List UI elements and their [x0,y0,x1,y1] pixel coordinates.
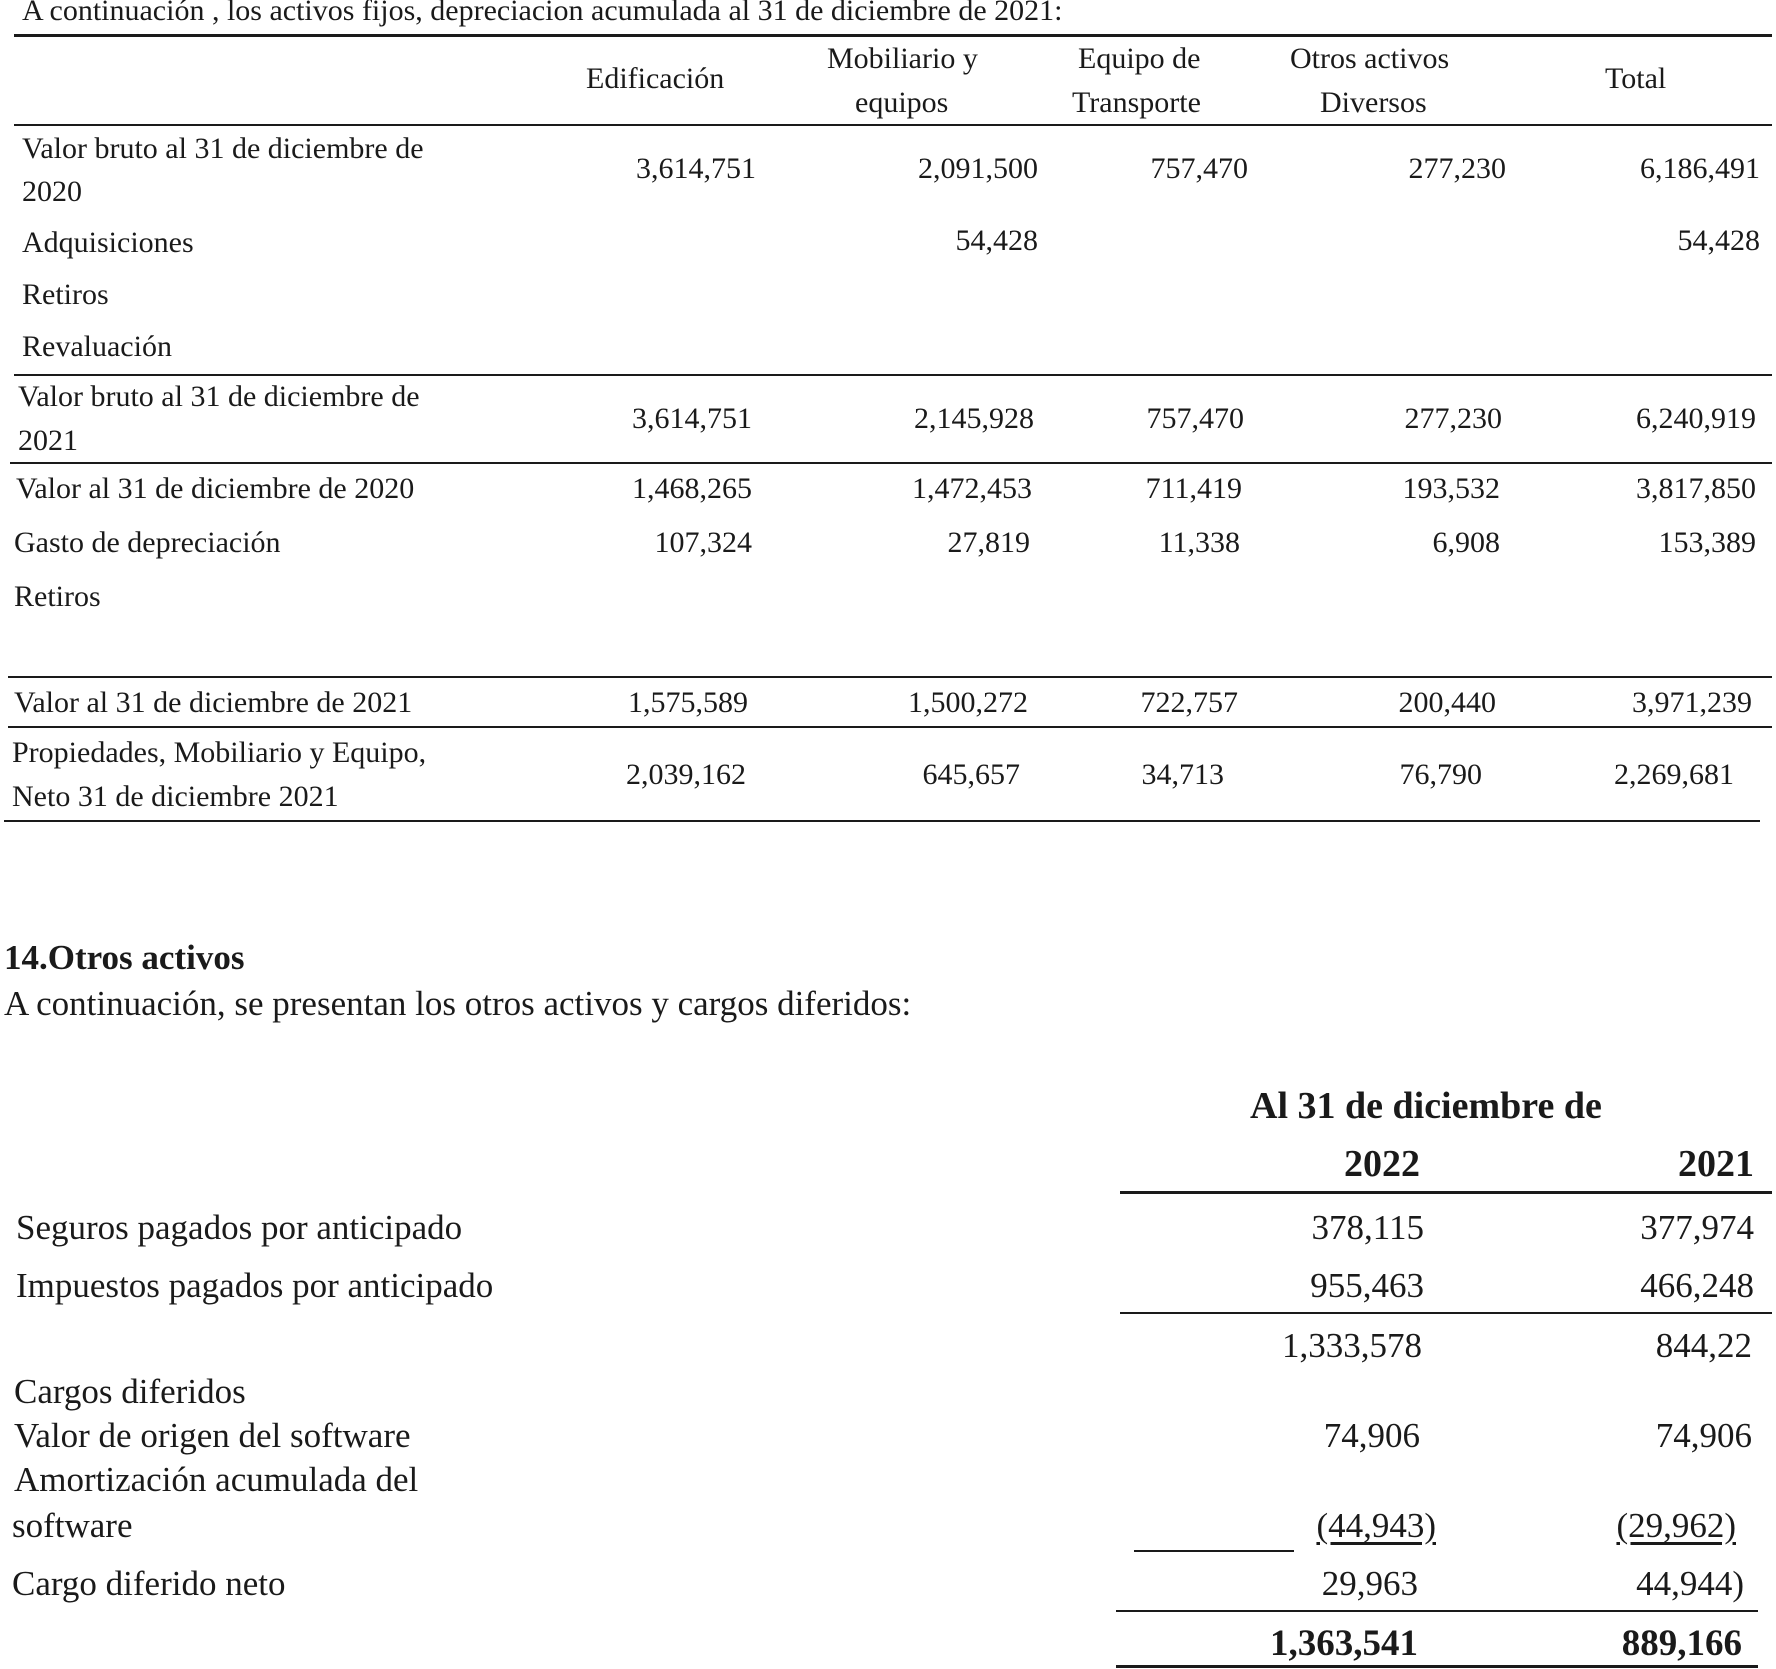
table-bottom-rule [4,820,1760,822]
cell-value: 6,240,919 [1636,402,1756,435]
row-label: Cargos diferidos [14,1372,246,1411]
row-label: Amortización acumulada del [14,1460,419,1499]
cell-value: 1,575,589 [628,686,748,719]
col-header-edificacion: Edificación [586,62,725,95]
cell-value: 74,906 [1323,1416,1420,1455]
cell-value: 200,440 [1398,686,1496,719]
col-header-mobiliario-2: equipos [855,86,949,119]
cell-value: 3,817,850 [1636,472,1756,505]
cell-value: (44,943) [1316,1506,1436,1545]
section-title: 14.Otros activos [4,938,245,977]
cell-value: 757,470 [1146,402,1244,435]
row-label: Valor de origen del software [14,1416,411,1455]
rule [14,374,1772,376]
cell-value: 34,713 [1141,758,1224,791]
cell-value: 2,039,162 [626,758,746,791]
cell-value: 378,115 [1311,1208,1424,1247]
total-value: 1,363,541 [1270,1623,1418,1664]
cell-value: 277,230 [1408,152,1506,185]
cell-value: 377,974 [1640,1208,1754,1247]
total-value: 889,166 [1621,1623,1742,1664]
year-2021: 2021 [1678,1143,1754,1185]
cell-value: 277,230 [1404,402,1502,435]
cell-value: 645,657 [922,758,1020,791]
row-label: 2020 [22,175,82,208]
cell-value: 29,963 [1321,1564,1418,1603]
row-label: Valor bruto al 31 de diciembre de [18,380,420,413]
col-header-equipo-1: Equipo de [1078,42,1201,75]
rule [8,726,1772,728]
row-label: Retiros [14,580,101,613]
cell-value: 2,269,681 [1614,758,1734,791]
row-label: Gasto de depreciación [14,526,281,559]
col-header-mobiliario-1: Mobiliario y [827,42,978,75]
col-header-total: Total [1605,62,1667,95]
rule [1116,1610,1758,1612]
row-label: Valor al 31 de diciembre de 2020 [16,472,415,505]
rule [1134,1550,1294,1552]
cell-value: 1,472,453 [912,472,1032,505]
subtotal-value: 1,333,578 [1282,1326,1422,1365]
row-label: Adquisiciones [22,226,194,259]
cell-value: 193,532 [1402,472,1500,505]
cell-value: 153,389 [1658,526,1756,559]
cell-value: 3,614,751 [632,402,752,435]
row-label: software [12,1506,133,1545]
year-2022: 2022 [1344,1143,1420,1185]
col-header-otros-1: Otros activos [1290,42,1450,75]
row-label: Revaluación [22,330,172,363]
row-label: Impuestos pagados por anticipado [16,1266,494,1305]
cell-value: 757,470 [1150,152,1248,185]
cell-value: 76,790 [1399,758,1482,791]
cell-value: 1,468,265 [632,472,752,505]
cell-value: 722,757 [1140,686,1238,719]
cell-value: 27,819 [947,526,1030,559]
header-rule [14,124,1772,126]
row-label: Retiros [22,278,109,311]
cell-value: 107,324 [654,526,752,559]
row-label: 2021 [18,424,78,457]
col-header-equipo-2: Transporte [1072,86,1201,119]
period-header: Al 31 de diciembre de [1250,1085,1602,1127]
row-label: Valor bruto al 31 de diciembre de [22,132,424,165]
cell-value: 3,614,751 [636,152,756,185]
cell-value: 44,944) [1636,1564,1744,1603]
row-label: Propiedades, Mobiliario y Equipo, [12,736,427,769]
subtotal-value: 844,22 [1655,1326,1752,1365]
section-intro: A continuación, se presentan los otros activos y cargos diferidos: [4,984,912,1023]
table-top-rule [14,34,1772,37]
col-header-otros-2: Diversos [1320,86,1427,119]
rule [1120,1312,1772,1314]
row-label: Valor al 31 de diciembre de 2021 [14,686,413,719]
cell-value: 74,906 [1655,1416,1752,1455]
row-label: Seguros pagados por anticipado [16,1208,463,1247]
cell-value: 3,971,239 [1632,686,1752,719]
row-label: Cargo diferido neto [12,1564,286,1603]
cell-value: 711,419 [1145,472,1242,505]
header-rule [1120,1191,1772,1194]
rule [8,676,1772,678]
cell-value: 1,500,272 [908,686,1028,719]
intro-text: A continuación , los activos fijos, depreciacion acumulada al 31 de diciembre de 2021: [22,0,1063,27]
cell-value: 2,145,928 [914,402,1034,435]
cell-value: 6,908 [1432,526,1500,559]
cell-value: 955,463 [1310,1266,1424,1305]
cell-value: 6,186,491 [1640,152,1760,185]
cell-value: 54,428 [1677,224,1760,257]
row-label: Neto 31 de diciembre 2021 [12,780,339,813]
cell-value: 466,248 [1640,1266,1754,1305]
rule [10,462,1772,464]
cell-value: 2,091,500 [918,152,1038,185]
cell-value: 54,428 [955,224,1038,257]
cell-value: 11,338 [1158,526,1240,559]
cell-value: (29,962) [1616,1506,1736,1545]
total-rule [1116,1665,1758,1668]
